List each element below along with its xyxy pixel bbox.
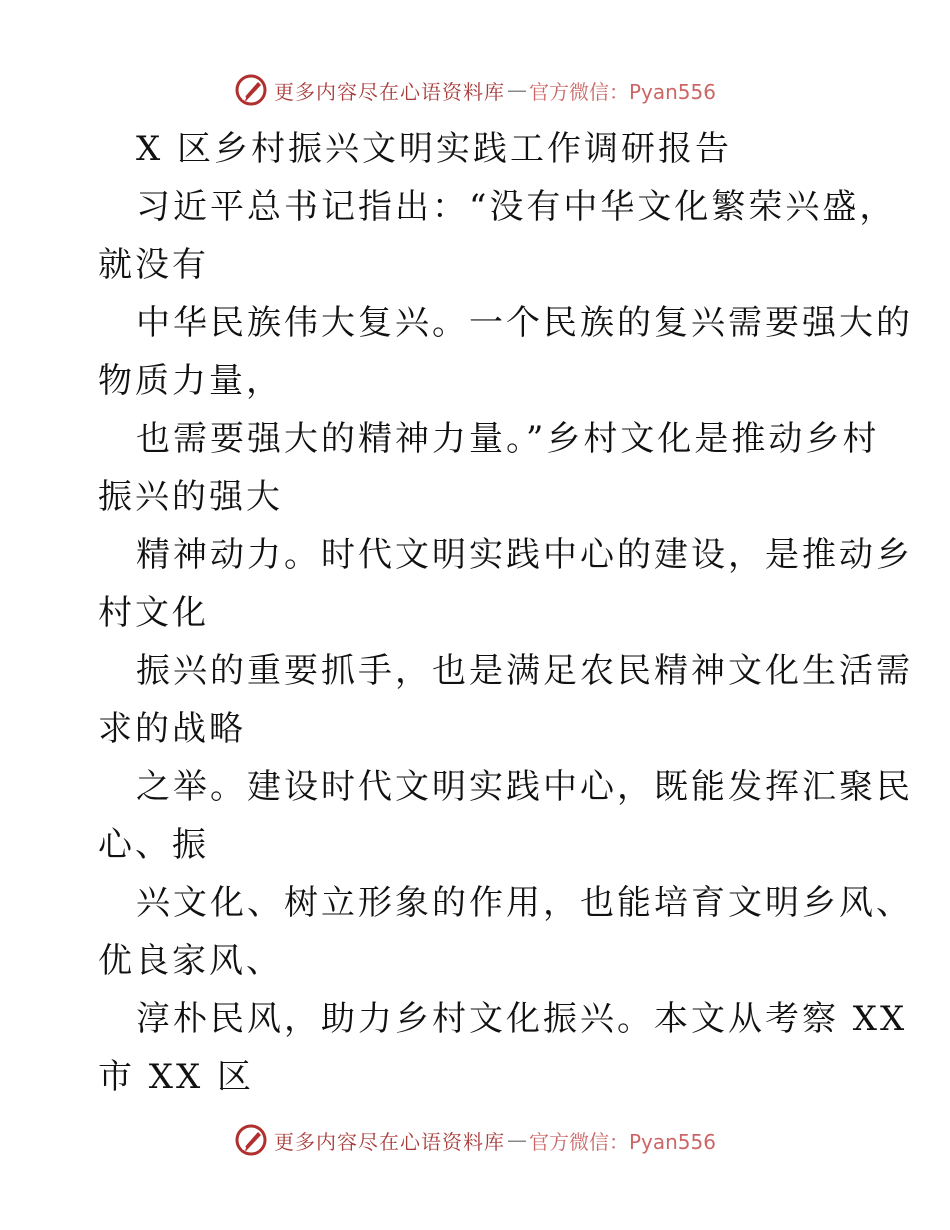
banner-dash: — bbox=[506, 1128, 527, 1152]
banner-title: 更多内容尽在心语资料库 bbox=[273, 1129, 505, 1154]
paragraph-line: 市 XX 区 bbox=[98, 1057, 255, 1097]
paragraph-line: 振兴的强大 bbox=[98, 477, 283, 517]
paragraph-line: 求的战略 bbox=[98, 709, 246, 749]
paragraph-line: 兴文化、树立形象的作用，也能培育文明乡风、 bbox=[136, 883, 913, 923]
paragraph-line: 之举。建设时代文明实践中心，既能发挥汇聚民 bbox=[136, 767, 913, 807]
banner-title: 更多内容尽在心语资料库 bbox=[273, 79, 505, 104]
footer-banner bbox=[0, 1120, 950, 1160]
banner-dash: — bbox=[506, 78, 527, 102]
paragraph-line: 振兴的重要抓手，也是满足农民精神文化生活需 bbox=[136, 651, 913, 691]
paragraph-line: 就没有 bbox=[98, 245, 209, 285]
pen-logo-icon bbox=[234, 73, 268, 107]
banner-wechat: 官方微信：Pyan556 bbox=[528, 1129, 716, 1154]
paragraph-line: 淳朴民风，助力乡村文化振兴。本文从考察 XX bbox=[136, 999, 908, 1039]
paragraph-line: 物质力量， bbox=[98, 361, 283, 401]
paragraph-line: 优良家风、 bbox=[98, 941, 283, 981]
paragraph-line: 精神动力。时代文明实践中心的建设，是推动乡 bbox=[136, 535, 913, 575]
document-title: X 区乡村振兴文明实践工作调研报告 bbox=[136, 129, 733, 169]
banner-wechat: 官方微信：Pyan556 bbox=[528, 79, 716, 104]
paragraph-line: 中华民族伟大复兴。一个民族的复兴需要强大的 bbox=[136, 303, 913, 343]
paragraph-line: 村文化 bbox=[98, 593, 209, 633]
paragraph-line: 也需要强大的精神力量。”乡村文化是推动乡村 bbox=[136, 419, 880, 459]
pen-logo-icon bbox=[234, 1123, 268, 1157]
header-banner bbox=[0, 70, 950, 110]
paragraph-line: 心、振 bbox=[98, 825, 209, 865]
document-body bbox=[98, 120, 913, 1106]
paragraph-line: 习近平总书记指出：“没有中华文化繁荣兴盛， bbox=[136, 187, 897, 227]
